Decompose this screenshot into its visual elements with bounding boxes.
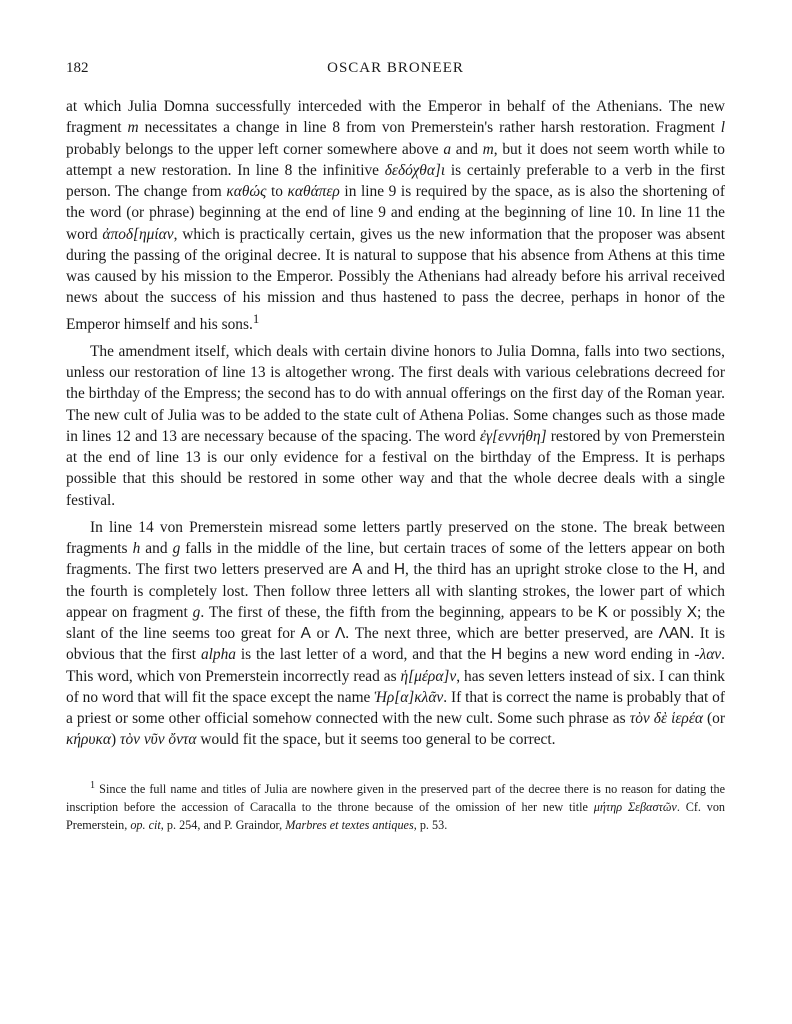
running-title: OSCAR BRONEER xyxy=(327,60,464,76)
letter-form: Λ xyxy=(335,625,346,643)
italic-run: Ἡρ[α]κλᾶν xyxy=(374,688,444,706)
italic-run: m xyxy=(127,119,139,137)
text-run: or possibly xyxy=(607,603,687,621)
body-text xyxy=(66,96,725,751)
italic-run: λαν xyxy=(699,646,722,664)
italic-run: ἀποδ[ημίαν xyxy=(102,225,174,243)
text-run: , which is practically certain, gives us the new information that the proposer was absent during the passing of the original decree. It is natural to suppose that his absence from Athens at this time was caused by his mission to the Emperor. Possibly the Athenians had already before his arrival received news about the success of his mission and thus hastened to pass the decree, perhaps in honor of the Emperor himself and his sons. xyxy=(66,225,725,333)
text-run: . It is obvious that the first xyxy=(66,625,725,664)
italic-run: τὸν δὲ ἱερέα xyxy=(629,710,703,728)
italic-run: τὸν νῦν ὄντα xyxy=(119,731,197,749)
text-run: , the third has an upright stroke close to the xyxy=(404,561,684,579)
text-run: in line 9 is required by the space, as is also the shortening of the word (or phrase) beginning at the end of line 9 and ending at the beginning of line 10. In line 11 the word xyxy=(66,183,725,243)
paragraph xyxy=(66,517,725,751)
italic-run: Marbres et textes antiques xyxy=(285,817,414,832)
letter-form: A xyxy=(300,625,311,643)
text-run: ; the slant of the line seems too great for xyxy=(66,603,725,643)
text-run: . If that is correct the name is probably that of a priest or some other official somehow connected with the new cult. Some such phrase as xyxy=(66,688,725,728)
paragraph xyxy=(66,341,725,511)
italic-run: a xyxy=(443,140,452,158)
running-head xyxy=(66,60,725,84)
italic-run: h xyxy=(132,540,141,558)
paragraph xyxy=(66,96,725,335)
italic-run: m xyxy=(482,140,494,158)
italic-run: κήρυκα xyxy=(66,731,111,749)
text-run: , p. 254, and P. Graindor, xyxy=(160,817,286,832)
text-run: begins a new word ending in - xyxy=(502,646,700,664)
text-run: The amendment itself, which deals with certain divine honors to Julia Domna, falls into two sections, unless our restoration of line 13 is altogether wrong. The first deals with various celebrations decreed for the birthday of the Empress; the second has to do with annual offerings on the first day of the Roman year. The new cult of Julia was to be added to the state cult of Athena Polias. Some changes such as those made in lines 12 and 13 are necessary because of the spacing. The word xyxy=(66,342,725,445)
letter-form: H xyxy=(683,561,695,579)
letter-form: H xyxy=(393,561,405,579)
italic-run: μήτηρ Σεβαστῶν xyxy=(593,799,677,814)
text-run: Since the full name and titles of Julia are nowhere given in the preserved part of the decree there is no reason for dating the inscription before the accession of Caracalla to the throne because of the omission of her new title xyxy=(66,781,725,814)
text-run: In line 14 von Premerstein misread some letters partly preserved on the stone. The break between fragments xyxy=(66,518,725,558)
italic-run: op. cit xyxy=(130,817,161,832)
text-run: at which Julia Domna successfully interceded with the Emperor in behalf of the Athenians. The new fragment xyxy=(66,98,725,137)
text-run: is the last letter of a word, and that the xyxy=(236,646,491,664)
italic-run: δεδόχθα]ι xyxy=(384,161,446,179)
text-run: to xyxy=(266,183,288,200)
italic-run: καθάπερ xyxy=(287,183,340,200)
text-run: . Cf. von Premerstein, xyxy=(66,799,726,832)
text-run: , and the fourth is completely lost. Then follow three letters all with slanting strokes, the lower part of which appear on fragment xyxy=(66,561,725,621)
letter-form: H xyxy=(490,646,503,664)
footnote-marker: 1 xyxy=(90,779,96,791)
text-run: and xyxy=(451,140,483,158)
text-run: , has seven letters instead of six. I can think of no word that will fit the space except the name xyxy=(66,667,726,706)
letter-form: ΛAN xyxy=(658,625,691,643)
text-run: would fit the space, but it seems too general to be correct. xyxy=(196,731,556,749)
italic-run: g xyxy=(172,540,181,558)
text-run: is certainly preferable to a verb in the first person. The change from xyxy=(66,161,725,200)
text-run: probably belongs to the upper left corner somewhere above xyxy=(66,140,444,158)
text-run: restored by von Premerstein at the end of line 13 is our only evidence for a festival on the birthday of the Empress. It is perhaps possible that this should be restored in some other way and that the whole decree deals with a single festival. xyxy=(66,427,725,509)
letter-form: X xyxy=(686,603,697,621)
footnote-marker: 1 xyxy=(252,311,260,326)
text-run: (or xyxy=(702,710,725,728)
letter-form: A xyxy=(351,561,363,579)
text-run: necessitates a change in line 8 from von Premerstein's rather harsh restoration. Fragment xyxy=(138,119,721,137)
page xyxy=(66,60,725,834)
text-run: . This word, which von Premerstein incorrectly read as xyxy=(66,646,725,685)
text-run: ) xyxy=(110,731,120,749)
italic-run: g xyxy=(192,603,201,621)
text-run: and xyxy=(362,561,394,579)
italic-run: l xyxy=(720,119,725,137)
text-run: and xyxy=(140,540,173,558)
page-number: 182 xyxy=(66,60,89,76)
italic-run: ἡ[μέρα]ν xyxy=(400,667,457,685)
footnote xyxy=(66,777,725,834)
text-run: . The first of these, the fifth from the beginning, appears to be xyxy=(200,603,598,621)
text-run: , but it does not seem worth while to attempt a new restoration. In line 8 the infinitive xyxy=(66,140,725,179)
text-run: or xyxy=(310,625,335,643)
italic-run: alpha xyxy=(200,646,236,664)
text-run: , p. 53. xyxy=(413,817,448,832)
italic-run: καθώς xyxy=(226,183,267,200)
text-run: . The next three, which are better preserved, are xyxy=(345,625,659,643)
letter-form: K xyxy=(597,603,608,621)
italic-run: ἐγ[εννήθη] xyxy=(479,427,547,445)
text-run: falls in the middle of the line, but certain traces of some of the letters appear on both fragments. The first two letters preserved are xyxy=(66,540,726,579)
